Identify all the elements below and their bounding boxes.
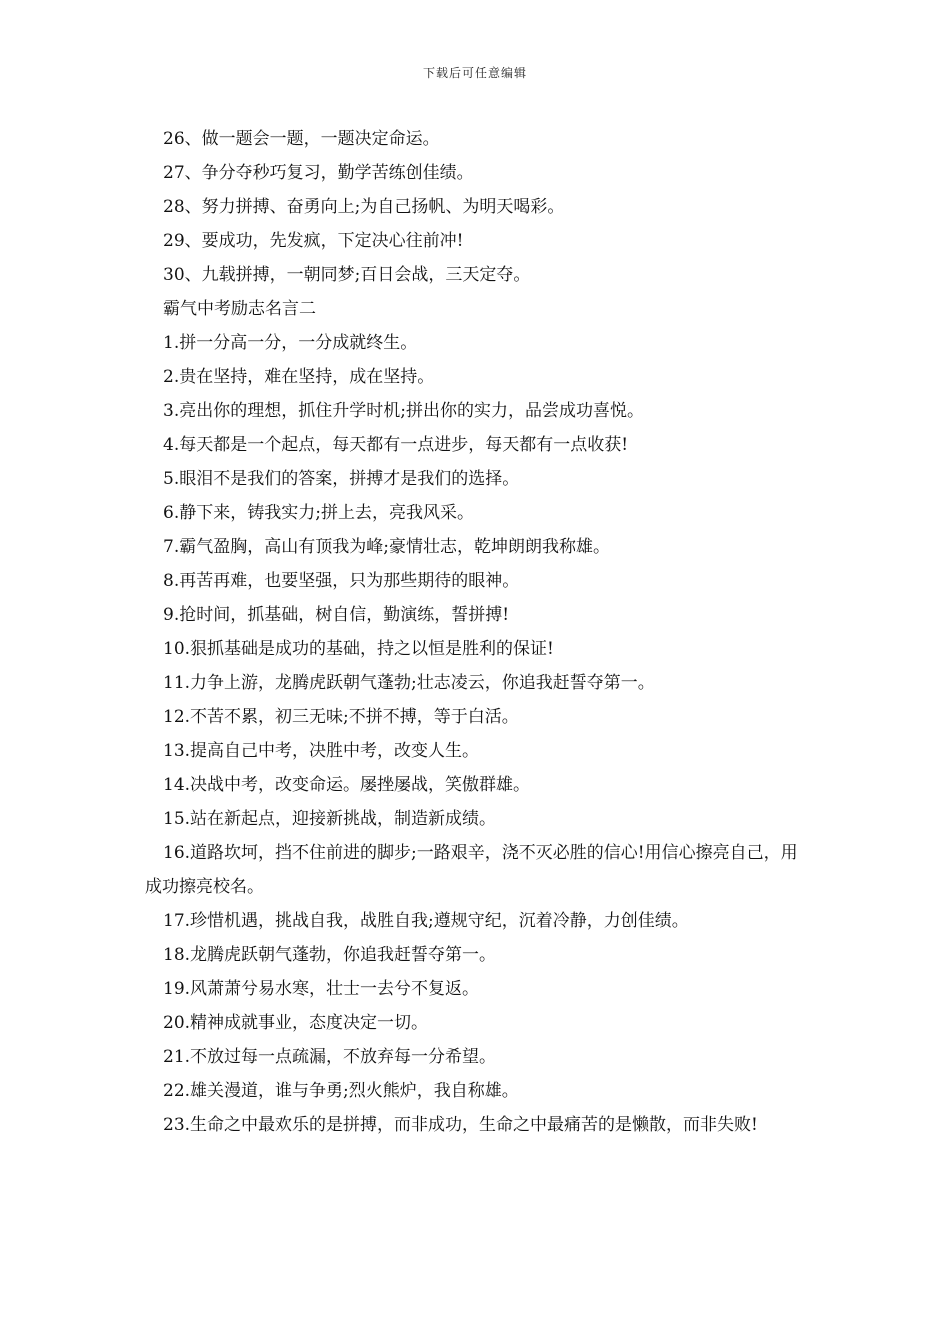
- list-item: 5.眼泪不是我们的答案，拼搏才是我们的选择。: [163, 469, 520, 489]
- list-item: 27、争分夺秒巧复习，勤学苦练创佳绩。: [163, 163, 474, 183]
- list-item: 29、要成功，先发疯，下定决心往前冲!: [163, 231, 464, 251]
- list-item: 13.提高自己中考，决胜中考，改变人生。: [163, 741, 480, 761]
- document-body: [145, 122, 810, 1142]
- list-item: 6.静下来，铸我实力;拼上去，亮我风采。: [163, 503, 474, 523]
- list-item: 17.珍惜机遇，挑战自我，战胜自我;遵规守纪，沉着冷静，力创佳绩。: [163, 911, 689, 931]
- list-item: 9.抢时间，抓基础，树自信，勤演练，誓拼搏!: [163, 605, 510, 625]
- page-header: 下载后可任意编辑: [422, 66, 527, 80]
- list-item: 2.贵在坚持，难在坚持，成在坚持。: [163, 367, 435, 387]
- list-item: 21.不放过每一点疏漏，不放弃每一分希望。: [163, 1047, 497, 1067]
- list-item: 16.道路坎坷，挡不住前进的脚步;一路艰辛，浇不灭必胜的信心!用信心擦亮自己，用成功擦亮校名。: [145, 843, 798, 897]
- list-item: 20.精神成就事业，态度决定一切。: [163, 1013, 429, 1033]
- list-item: 12.不苦不累，初三无味;不拼不搏，等于白活。: [163, 707, 519, 727]
- list-item: 15.站在新起点，迎接新挑战，制造新成绩。: [163, 809, 497, 829]
- list-item: 7.霸气盈胸，高山有顶我为峰;豪情壮志，乾坤朗朗我称雄。: [163, 537, 610, 557]
- section-heading: 霸气中考励志名言二: [163, 299, 316, 319]
- list-item: 22.雄关漫道，谁与争勇;烈火熊炉，我自称雄。: [163, 1081, 519, 1101]
- list-item: 30、九载拼搏，一朝同梦;百日会战，三天定夺。: [163, 265, 531, 285]
- list-item: 11.力争上游，龙腾虎跃朝气蓬勃;壮志凌云，你追我赶誓夺第一。: [163, 673, 655, 693]
- list-item: 8.再苦再难，也要坚强，只为那些期待的眼神。: [163, 571, 520, 591]
- list-item: 28、努力拼搏、奋勇向上;为自己扬帆、为明天喝彩。: [163, 197, 565, 217]
- list-item: 14.决战中考，改变命运。屡挫屡战，笑傲群雄。: [163, 775, 531, 795]
- list-item: 4.每天都是一个起点，每天都有一点进步，每天都有一点收获!: [163, 435, 629, 455]
- list-item: 19.风萧萧兮易水寒，壮士一去兮不复返。: [163, 979, 480, 999]
- list-item: 18.龙腾虎跃朝气蓬勃，你追我赶誓夺第一。: [163, 945, 497, 965]
- list-item: 23.生命之中最欢乐的是拼搏，而非成功，生命之中最痛苦的是懒散，而非失败!: [163, 1115, 758, 1135]
- list-item: 1.拼一分高一分，一分成就终生。: [163, 333, 418, 353]
- list-item: 10.狠抓基础是成功的基础，持之以恒是胜利的保证!: [163, 639, 554, 659]
- list-item: 26、做一题会一题，一题决定命运。: [163, 129, 440, 149]
- list-item: 3.亮出你的理想，抓住升学时机;拼出你的实力，品尝成功喜悦。: [163, 401, 644, 421]
